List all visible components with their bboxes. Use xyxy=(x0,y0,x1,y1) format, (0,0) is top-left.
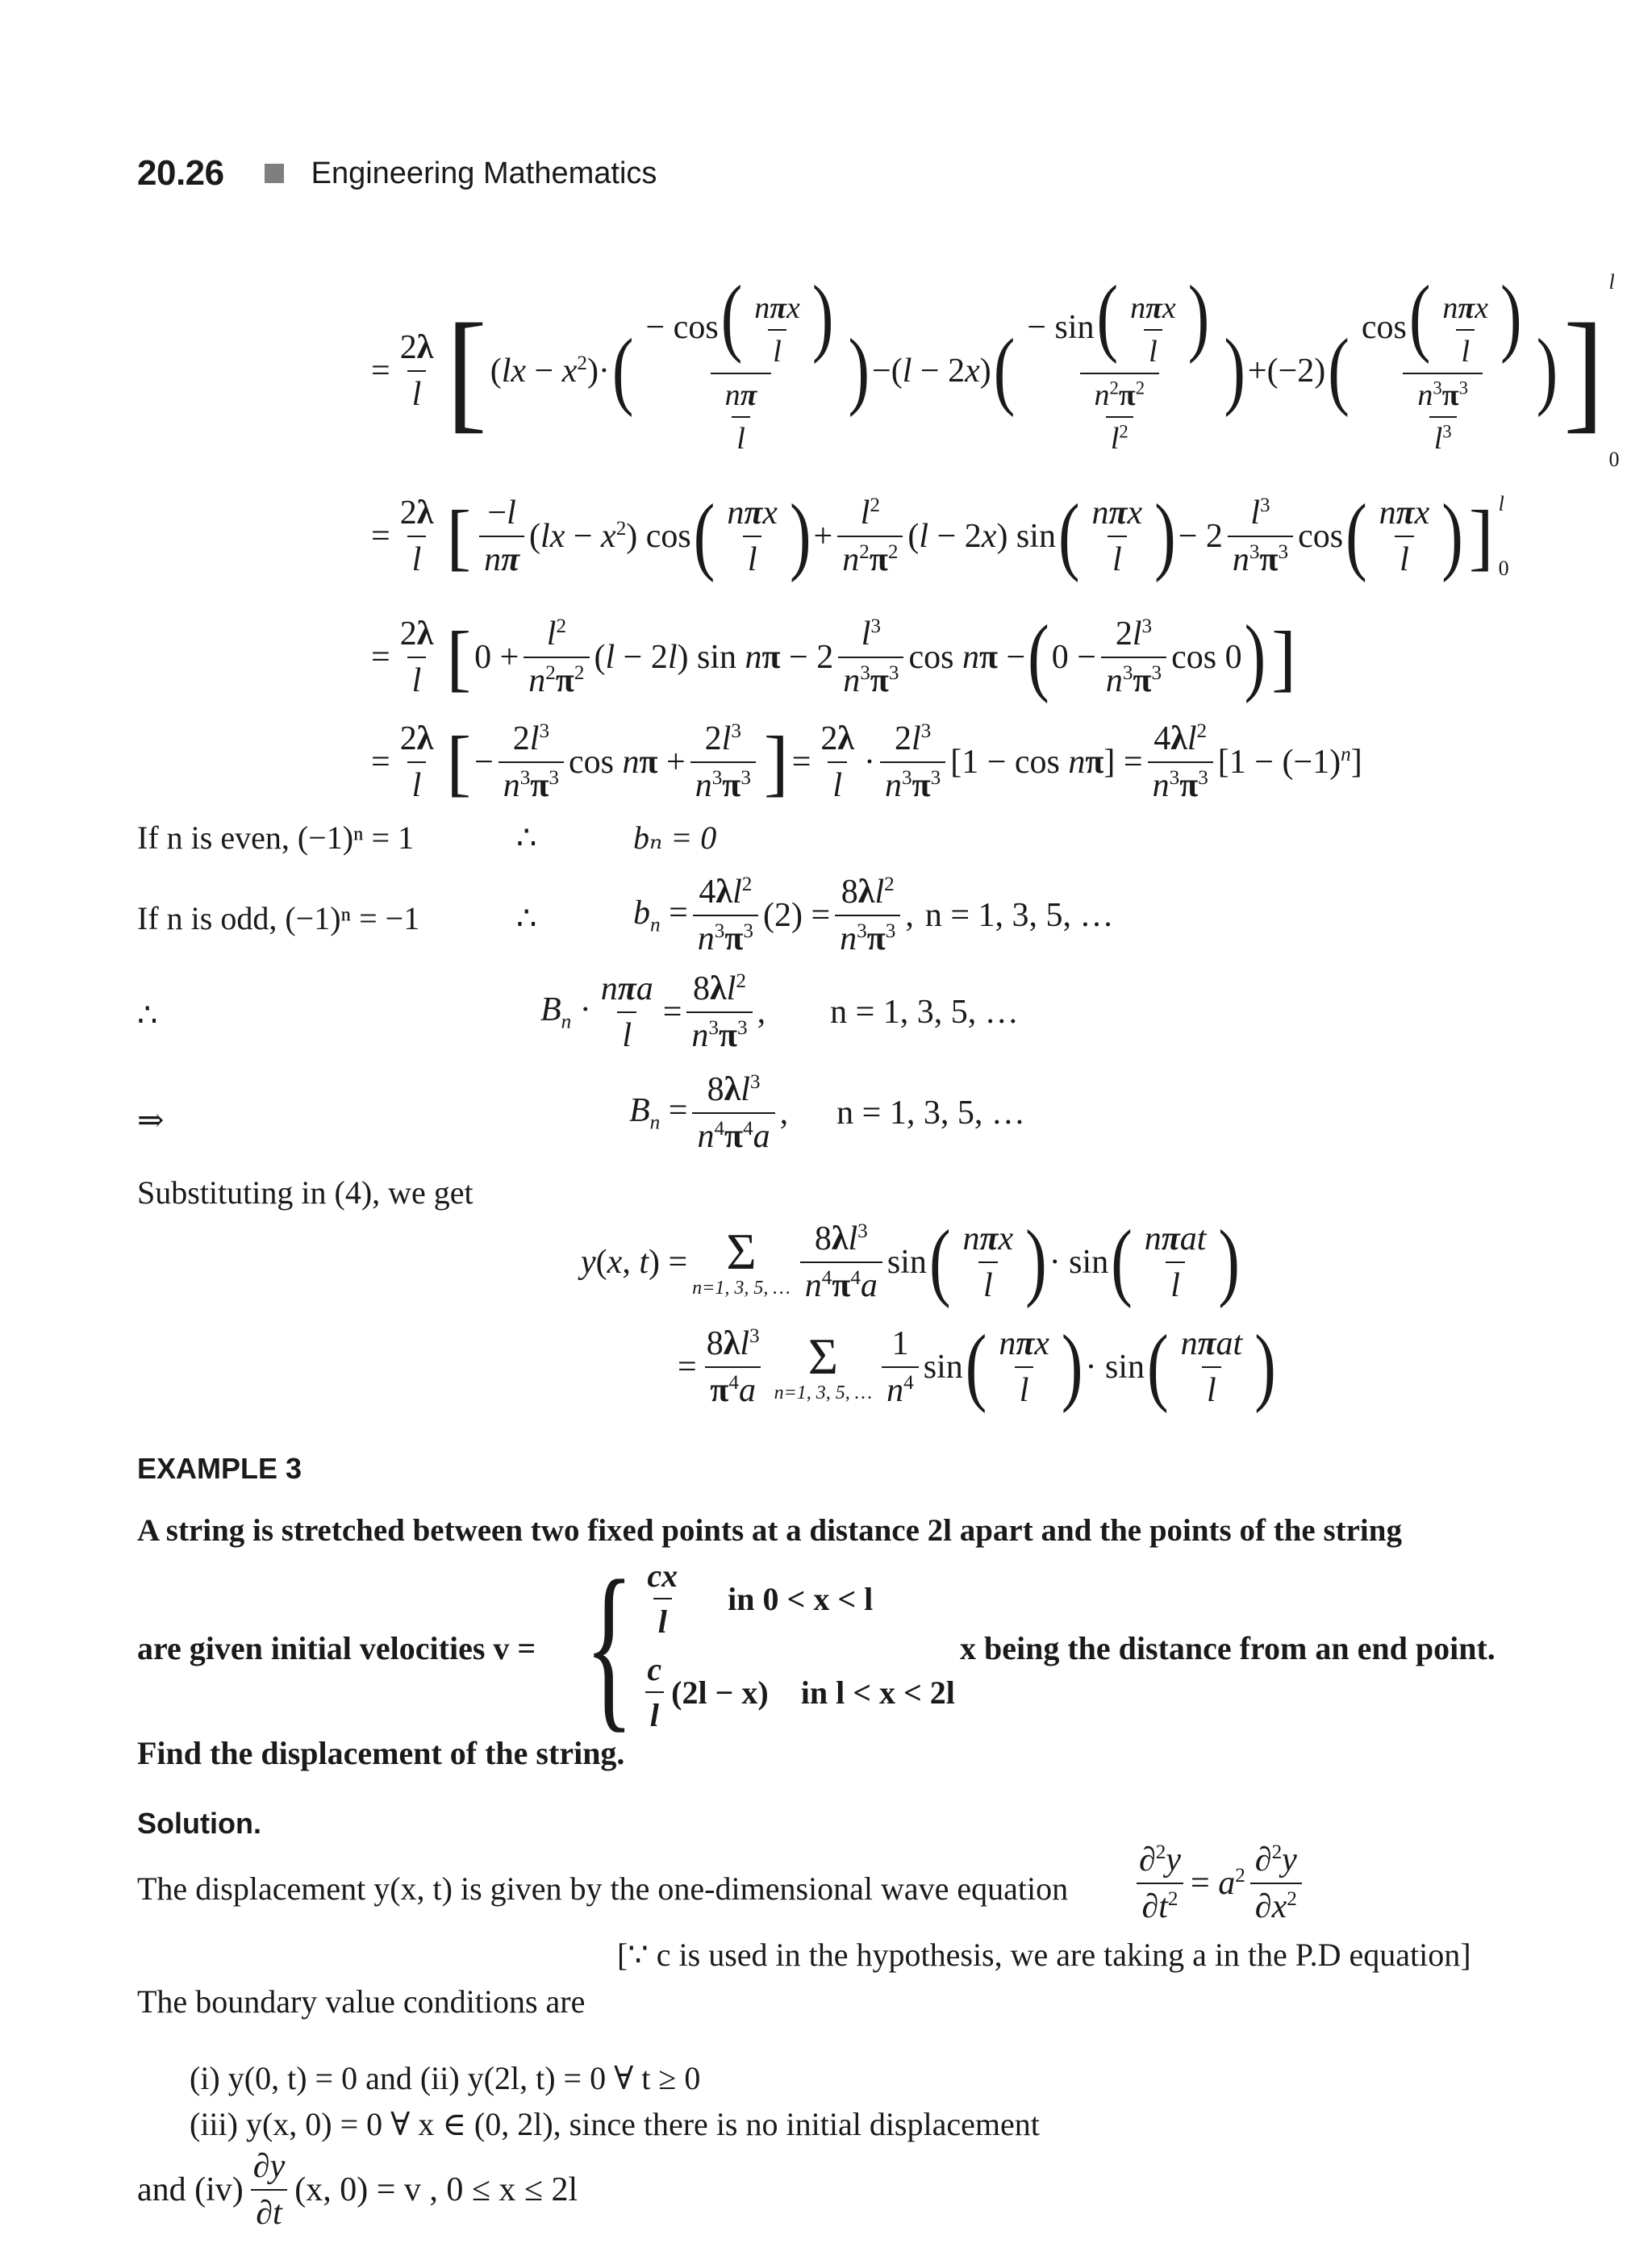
wave-equation: $\frac{\partial^2y}{\partial t^2}$ = $a^2$ $\frac{\partial^2y}{\partial x^2}$ xyxy=(1129,1835,1307,1932)
case-even-text: If n is even, (−1)ⁿ = 1 xyxy=(137,819,415,856)
solution-line-1: The displacement y(x, t) is given by the one-dimensional wave equation xyxy=(137,1870,1069,1907)
equation-line-3: = $\frac{2\lambda}{l}$ [ 0 + $\frac{l^2}{n^2\pi^2}$ (l − 2l) sin nπ − 2 $\frac{l^3}{n^3\pi^3}$ cos nπ − ( 0 − $\frac{2l^3}{n^3\pi^3}$ cos 0 ) ] xyxy=(371,608,1296,705)
equation-line-1: = $\frac{2\lambda}{l}$ [ $(lx - x^2)\cdot$ ( − cos( $\frac{\text{nπx}}{l}$ ) $\frac{n\pi}{l}$ ) −(l − 2x) ( − sin( $\frac{\text{nπx}}{l}$ ) $\frac{n^2\pi^2}{l^2}$ ) +(−2) ( cos( $\frac{\text{nπx}}{l}$ ) $\frac{n^3\pi^3}{l^3}$ ) ] l 0 xyxy=(371,269,1620,471)
equation-line-4: = $\frac{2\lambda}{l}$ [ − $\frac{2l^3}{n^3\pi^3}$ cos nπ + $\frac{2l^3}{n^3\pi^3}$ ] = $\frac{2\lambda}{l}$ · $\frac{2l^3}{n^3\pi^3}$ [1 − cos nπ] = $\frac{4\lambda l^2}{n^3\pi^3}$ $[1 - (-1)^n]$ xyxy=(371,720,1362,804)
therefore-symbol-2: ∴ xyxy=(516,900,537,936)
page-header xyxy=(137,145,657,202)
substituting-text: Substituting in (4), we get xyxy=(137,1174,473,1211)
n-values-3: n = 1, 3, 5, … xyxy=(836,1095,1025,1132)
condition-1-2: (i) y(0, t) = 0 and (ii) y(2l, t) = 0 ∀ t ≥ 0 xyxy=(190,2060,701,2096)
series-solution-line-2: = $\frac{8\lambda l^3}{\pi^4a}$ Σ n=1, 3, 5, … $\frac{1}{n^4}$ sin ( $\frac{\text{nπx}}{l}$ ) · sin ( $\frac{\text{nπat}}{l}$ ) xyxy=(678,1318,1276,1415)
bn-odd-equation: $b_n$ = $\frac{4\lambda l^2}{n^3\pi^3}$ (2) = $\frac{8\lambda l^2}{n^3\pi^3}$ , n = 1, 3, 5, … xyxy=(633,874,1114,957)
velocity-piecewise: { $\frac{cx}{l}$ in 0 < x < l $\frac{c}{l}$ (2l − x) in l < x < 2l xyxy=(584,1542,955,1748)
therefore-symbol-1: ∴ xyxy=(516,819,537,856)
Bn-result-equation: $B_n$ = $\frac{8\lambda l^3}{n^4\pi^4a}$ , n = 1, 3, 5, … xyxy=(629,1071,1025,1155)
therefore-symbol-3: ∴ xyxy=(137,997,158,1033)
boundary-intro: The boundary value conditions are xyxy=(137,1983,586,2020)
Bn-relation-equation: $B_n$ · $\frac{\text{nπa}}{l}$ = $\frac{8\lambda l^2}{n^3\pi^3}$ , n = 1, 3, 5, … xyxy=(540,970,1019,1054)
case-2-condition: in l < x < 2l xyxy=(800,1674,955,1711)
n-values-1: n = 1, 3, 5, … xyxy=(924,897,1114,934)
example-statement-line-1: A string is stretched between two fixed points at a distance 2l apart and the points of the string xyxy=(137,1513,1402,1548)
book-title: Engineering Mathematics xyxy=(311,156,657,190)
case-2-expression: (2l − x) xyxy=(671,1674,769,1711)
bn-zero: bₙ = 0 xyxy=(633,819,717,856)
series-solution-line-1: y(x, t) = Σ n=1, 3, 5, … $\frac{8\lambda l^3}{n^4\pi^4a}$ sin ( $\frac{\text{nπx}}{l}$ ) · sin ( $\frac{\text{nπat}}{l}$ ) xyxy=(581,1213,1240,1310)
example-heading: EXAMPLE 3 xyxy=(137,1452,302,1485)
n-values-2: n = 1, 3, 5, … xyxy=(830,994,1019,1031)
example-statement-line-2-tail: x being the distance from an end point. xyxy=(960,1630,1496,1666)
case-odd-text: If n is odd, (−1)ⁿ = −1 xyxy=(137,900,420,936)
condition-4-tail: (x, 0) = v , 0 ≤ x ≤ 2l xyxy=(294,2171,578,2208)
example-statement-line-3: Find the displacement of the string. xyxy=(137,1735,625,1771)
condition-4: and (iv) $\frac{\partial y}{\partial t}$ (x, 0) = v , 0 ≤ x ≤ 2l xyxy=(137,2148,578,2232)
solution-note: [∵ c is used in the hypothesis, we are taking a in the P.D equation] xyxy=(617,1937,1471,1973)
page-number: 20.26 xyxy=(137,153,224,193)
square-bullet-icon xyxy=(265,164,284,183)
example-statement-line-2-lead: are given initial velocities v = xyxy=(137,1630,536,1666)
case-1-condition: in 0 < x < l xyxy=(728,1580,874,1617)
condition-3: (iii) y(x, 0) = 0 ∀ x ∈ (0, 2l), since there is no initial displacement xyxy=(190,2106,1040,2142)
implies-symbol: ⇒ xyxy=(137,1102,165,1138)
condition-4-lead: and (iv) xyxy=(137,2171,244,2208)
equation-line-2: = $\frac{2\lambda}{l}$ [ $\frac{-l}{n\pi}$ $(lx - x^2)$ cos ( $\frac{\text{nπx}}{l}$ ) + $\frac{l^2}{n^2\pi^2}$ (l − 2x) sin ( $\frac{\text{nπx}}{l}$ ) − 2 $\frac{l^3}{n^3\pi^3}$ cos ( $\frac{\text{nπx}}{l}$ ) ] l 0 xyxy=(371,487,1509,584)
solution-label: Solution. xyxy=(137,1807,261,1840)
